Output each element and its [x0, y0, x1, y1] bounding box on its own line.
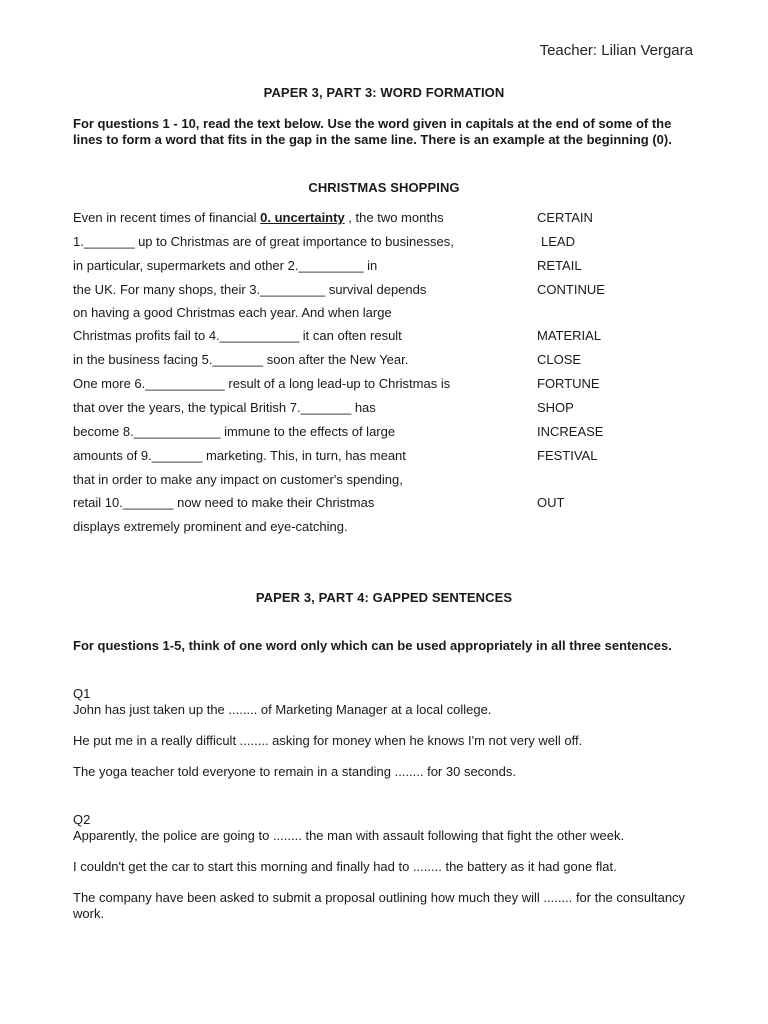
passage-line-text: retail 10._______ now need to make their Christmas: [73, 495, 375, 510]
part3-heading: PAPER 3, PART 3: WORD FORMATION: [263, 85, 505, 100]
passage-line-text: displays extremely prominent and eye-catching.: [73, 519, 348, 534]
gapped-sentence: Apparently, the police are going to ........ the man with assault following that fight the other week.: [73, 828, 625, 843]
capital-word: RETAIL: [537, 258, 582, 273]
gapped-sentence: I couldn't get the car to start this morning and finally had to ........ the battery as it had gone flat.: [73, 859, 617, 874]
capital-word: LEAD: [541, 234, 575, 249]
gapped-sentence: The yoga teacher told everyone to remain in a standing ........ for 30 seconds.: [73, 764, 516, 779]
capital-word: INCREASE: [537, 424, 604, 439]
capital-word: CERTAIN: [537, 210, 593, 225]
passage-line-12: [73, 493, 693, 513]
capital-word: FESTIVAL: [537, 448, 598, 463]
passage-line-5: [73, 326, 693, 346]
passage-line-13: [73, 517, 693, 537]
passage-line-11: [73, 470, 693, 490]
example-answer: 0. uncertainty: [260, 210, 345, 225]
passage-line-text: 1._______ up to Christmas are of great importance to businesses,: [73, 234, 454, 249]
passage-line-8: [73, 398, 693, 418]
part4-instructions: For questions 1-5, think of one word only which can be used appropriately in all three sentences.: [73, 638, 672, 653]
gapped-sentence: John has just taken up the ........ of Marketing Manager at a local college.: [73, 702, 492, 717]
part4-heading: PAPER 3, PART 4: GAPPED SENTENCES: [255, 590, 513, 605]
passage-line-text: become 8.____________ immune to the effects of large: [73, 424, 396, 439]
passage-line-10: [73, 446, 693, 466]
passage-line-text: in particular, supermarkets and other 2._________ in: [73, 258, 378, 273]
capital-word: CONTINUE: [537, 282, 605, 297]
part3-instructions: For questions 1 - 10, read the text below. Use the word given in capitals at the end of some of the lines to form a word that fits in the gap in the same line. There is an example at the beginning (0).: [73, 116, 672, 147]
question-label: Q2: [73, 812, 91, 827]
passage-line-2: [73, 256, 693, 276]
passage-title: CHRISTMAS SHOPPING: [308, 180, 460, 195]
gapped-sentence: He put me in a really difficult ........ asking for money when he knows I'm not very well off.: [73, 733, 583, 748]
passage-line-6: [73, 350, 693, 370]
passage-line-text: the UK. For many shops, their 3._________ survival depends: [73, 282, 427, 297]
passage-line-text: One more 6.___________ result of a long lead-up to Christmas is: [73, 376, 451, 391]
line-text-before: Even in recent times of financial: [73, 210, 261, 225]
passage-line-9: [73, 422, 693, 442]
passage-line-text: in the business facing 5._______ soon after the New Year.: [73, 352, 409, 367]
capital-word: SHOP: [537, 400, 574, 415]
passage-line-1: [73, 232, 693, 252]
teacher-name: Teacher: Lilian Vergara: [539, 42, 693, 59]
question-label: Q1: [73, 686, 91, 701]
capital-word: OUT: [537, 495, 565, 510]
passage-line-text: Christmas profits fail to 4.___________ it can often result: [73, 328, 402, 343]
capital-word: CLOSE: [537, 352, 582, 367]
gapped-sentence: The company have been asked to submit a proposal outlining how much they will ........ for the consultancy work.: [73, 890, 686, 921]
passage-line-text: amounts of 9._______ marketing. This, in turn, has meant: [73, 448, 406, 463]
passage-line-text: that in order to make any impact on customer's spending,: [73, 472, 403, 487]
capital-word: MATERIAL: [537, 328, 602, 343]
passage-line-text: that over the years, the typical British 7._______ has: [73, 400, 376, 415]
passage-line-4: [73, 303, 693, 323]
passage-line-text: on having a good Christmas each year. And when large: [73, 305, 392, 320]
passage-line-0: [73, 208, 693, 228]
capital-word: FORTUNE: [537, 376, 600, 391]
passage-line-7: [73, 374, 693, 394]
passage-line-3: [73, 280, 693, 300]
line-text-after: , the two months: [344, 210, 444, 225]
passage-line-text: [73, 208, 444, 228]
